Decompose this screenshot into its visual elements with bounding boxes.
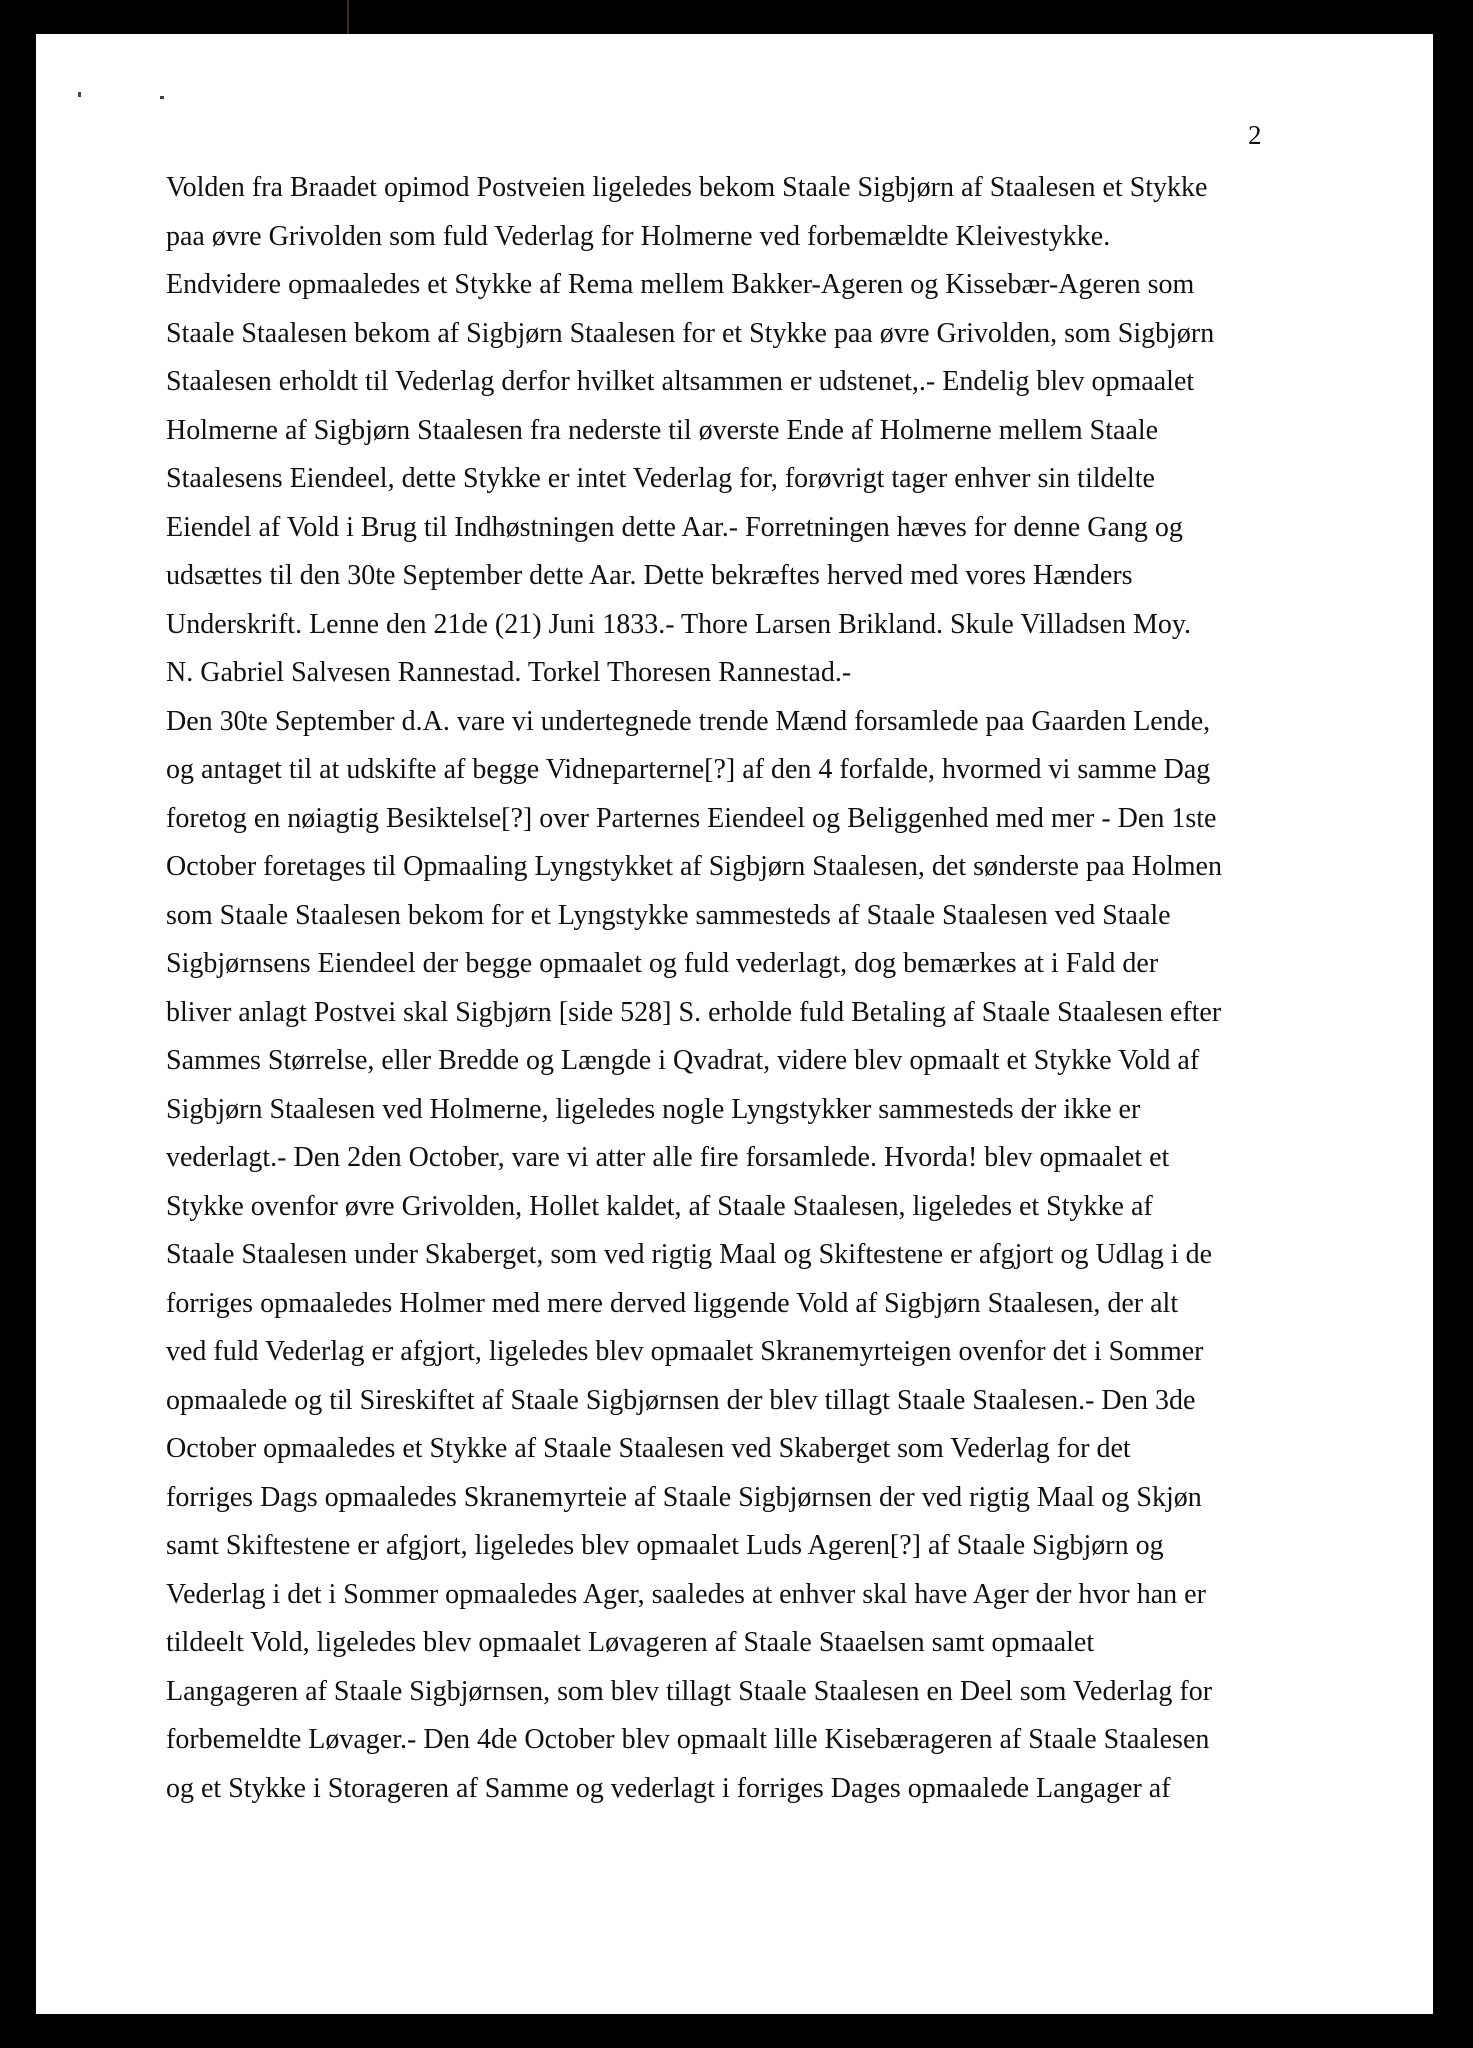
text-line: paa øvre Grivolden som fuld Vederlag for Holmerne ved forbemældte Kleivestykke. xyxy=(166,220,1111,252)
text-line: Sigbjørnsens Eiendeel der begge opmaalet og fuld vederlagt, dog bemærkes at i Fald der xyxy=(166,948,1159,979)
text-line: bliver anlagt Postvei skal Sigbjørn [side 528] S. erholde fuld Betaling af Staale Staalesen efter xyxy=(166,996,1222,1028)
text-line: Eiendel af Vold i Brug til Indhøstningen dette Aar.- Forretningen hæves for denne Gang og xyxy=(166,511,1183,543)
text-line: Stykke ovenfor øvre Grivolden, Hollet kaldet, af Staale Staalesen, ligeledes et Stykke af xyxy=(166,1190,1153,1222)
text-line: forbemeldte Løvager.- Den 4de October blev opmaalt lille Kisebærageren af Staale Staalesen xyxy=(166,1724,1210,1755)
text-line: forriges opmaaledes Holmer med mere derved liggende Vold af Sigbjørn Staalesen, der alt xyxy=(166,1287,1179,1319)
text-line: opmaalede og til Sireskiftet af Staale Sigbjørnsen der blev tillagt Staale Staalesen.- Den 3de xyxy=(166,1384,1196,1416)
page-number: 2 xyxy=(1248,120,1262,150)
text-line: Sammes Størrelse, eller Bredde og Længde i Qvadrat, videre blev opmaalt et Stykke Vold af xyxy=(166,1045,1200,1076)
text-line: Staale Staalesen bekom af Sigbjørn Staalesen for et Stykke paa øvre Grivolden, som Sigbjørn xyxy=(166,317,1215,349)
text-line: som Staale Staalesen bekom for et Lyngstykke sammesteds af Staale Staalesen ved Staale xyxy=(166,899,1171,931)
transcription-text xyxy=(166,164,1286,1813)
text-line: ved fuld Vederlag er afgjort, ligeledes blev opmaalet Skranemyrteigen ovenfor det i Sommer xyxy=(166,1336,1204,1367)
text-line: Staale Staalesen under Skaberget, som ved rigtig Maal og Skiftestene er afgjort og Udlag i de xyxy=(166,1239,1213,1270)
text-line: Den 30te September d.A. vare vi undertegnede trende Mænd forsamlede paa Gaarden Lende, xyxy=(166,705,1211,737)
text-line: vederlagt.- Den 2den October, vare vi atter alle fire forsamlede. Hvorda! blev opmaalet et xyxy=(166,1142,1170,1173)
text-line: Staalesens Eiendeel, dette Stykke er intet Vederlag for, forøvrigt tager enhver sin tildelte xyxy=(166,463,1155,494)
text-line: October opmaaledes et Stykke af Staale Staalesen ved Skaberget som Vederlag for det xyxy=(166,1433,1131,1464)
text-line: og et Stykke i Storageren af Samme og vederlagt i forriges Dages opmaalede Langager af xyxy=(166,1772,1171,1804)
text-line: Underskrift. Lenne den 21de (21) Juni 1833.- Thore Larsen Brikland. Skule Villadsen Moy. xyxy=(166,608,1192,640)
stray-mark xyxy=(78,92,81,97)
text-line: Vederlag i det i Sommer opmaaledes Ager, saaledes at enhver skal have Ager der hvor han er xyxy=(166,1578,1206,1610)
text-line: N. Gabriel Salvesen Rannestad. Torkel Thoresen Rannestad.- xyxy=(166,657,852,688)
text-line: samt Skiftestene er afgjort, ligeledes blev opmaalet Luds Ageren[?] af Staale Sigbjørn og xyxy=(166,1530,1164,1561)
text-line: udsættes til den 30te September dette Aar. Dette bekræftes herved med vores Hænders xyxy=(166,560,1133,591)
text-line: Staalesen erholdt til Vederlag derfor hvilket altsammen er udstenet,.- Endelig blev opmaalet xyxy=(166,366,1195,397)
text-line: Langageren af Staale Sigbjørnsen, som blev tillagt Staale Staalesen en Deel som Vederlag for xyxy=(166,1675,1213,1707)
text-line: Holmerne af Sigbjørn Staalesen fra nederste til øverste Ende af Holmerne mellem Staale xyxy=(166,414,1159,446)
stray-mark xyxy=(160,96,164,99)
text-line: forriges Dags opmaaledes Skranemyrteie af Staale Sigbjørnsen der ved rigtig Maal og Skjøn xyxy=(166,1481,1202,1513)
text-line: Volden fra Braadet opimod Postveien ligeledes bekom Staale Sigbjørn af Staalesen et Stykke xyxy=(166,172,1208,203)
text-line: og antaget til at udskifte af begge Vidneparterne[?] af den 4 forfalde, hvormed vi samme Dag xyxy=(166,754,1211,785)
text-line: Sigbjørn Staalesen ved Holmerne, ligeledes nogle Lyngstykker sammesteds der ikke er xyxy=(166,1093,1141,1125)
scan-edge-mark xyxy=(347,0,349,34)
text-line: Endvidere opmaaledes et Stykke af Rema mellem Bakker-Ageren og Kissebær-Ageren som xyxy=(166,269,1195,300)
text-line: October foretages til Opmaaling Lyngstykket af Sigbjørn Staalesen, det sønderste paa Holmen xyxy=(166,851,1222,882)
text-line: foretog en nøiagtig Besiktelse[?] over Parternes Eiendeel og Beliggenhed med mer - Den 1ste xyxy=(166,802,1217,834)
text-line: tildeelt Vold, ligeledes blev opmaalet Løvageren af Staale Staaelsen samt opmaalet xyxy=(166,1627,1095,1658)
